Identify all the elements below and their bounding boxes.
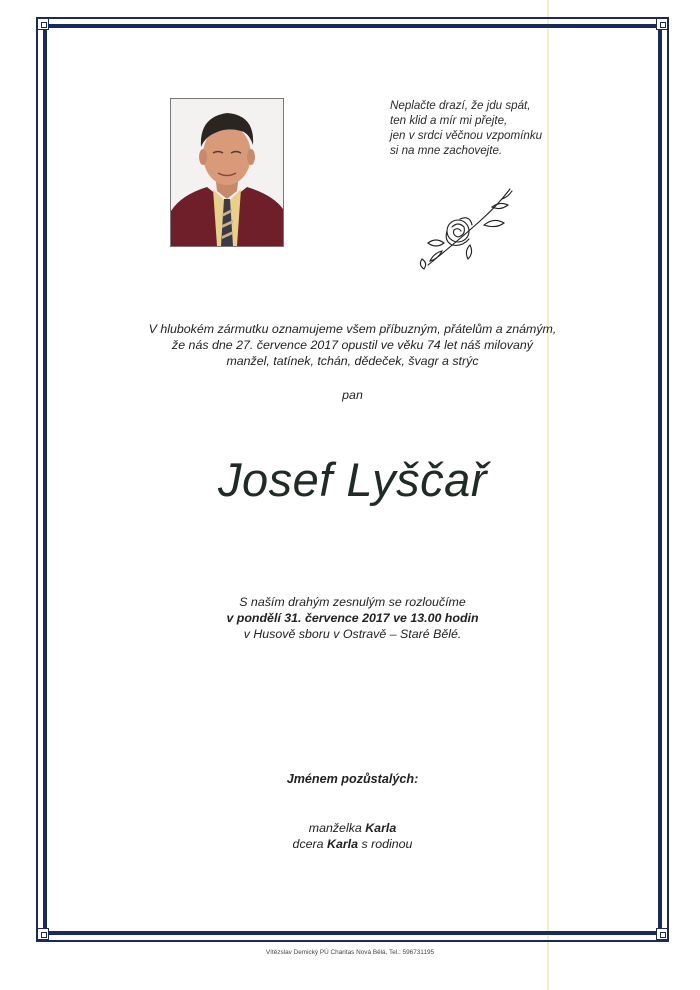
mourners-list	[43, 820, 662, 852]
mourner-name: Karla	[327, 837, 358, 851]
announcement-line: že nás dne 27. července 2017 opustil ve věku 74 let náš milovaný	[172, 338, 533, 352]
announcement-line: manžel, tatínek, tchán, dědeček, švagr a strýc	[226, 354, 479, 368]
farewell-date-time: v pondělí 31. července 2017 ve 13.00 hodin	[226, 611, 479, 625]
poem-line: Neplačte drazí, že jdu spát,	[390, 99, 531, 112]
mourner-daughter	[43, 836, 662, 852]
mourner-name: Karla	[365, 821, 397, 835]
corner-ornament-bottom-right	[656, 928, 668, 940]
portrait-photo	[170, 98, 284, 247]
mourner-suffix: s rodinou	[361, 837, 413, 851]
farewell-location: v Husově sboru v Ostravě – Staré Bělé.	[243, 627, 462, 641]
honorific: pan	[342, 388, 363, 402]
farewell-intro: S naším drahým zesnulým se rozloučíme	[239, 595, 466, 609]
poem-line: si na mne zachovejte.	[390, 144, 503, 157]
signed-heading: Jménem pozůstalých:	[286, 772, 419, 786]
corner-ornament-top-left	[37, 18, 49, 30]
rose-icon	[414, 185, 514, 271]
poem-line: jen v srdci věčnou vzpomínku	[390, 129, 543, 142]
poem-line: ten klid a mír mi přejte,	[390, 114, 508, 127]
corner-ornament-top-right	[656, 18, 668, 30]
death-announcement	[43, 321, 662, 369]
announcement-line: V hlubokém zármutku oznamujeme všem příbuzným, přátelům a známým,	[148, 322, 557, 336]
mourner-relation: manželka	[308, 821, 362, 835]
corner-ornament-bottom-left	[37, 928, 49, 940]
mourner-relation: dcera	[292, 837, 324, 851]
funeral-service-footer: Vítězslav Demický PÚ Charitas Nová Bělá, Tel.: 596731195	[265, 949, 435, 956]
mourner-wife	[43, 820, 662, 836]
farewell-details	[43, 594, 662, 642]
deceased-name: Josef Lyščař	[218, 453, 487, 506]
poem	[390, 98, 542, 158]
